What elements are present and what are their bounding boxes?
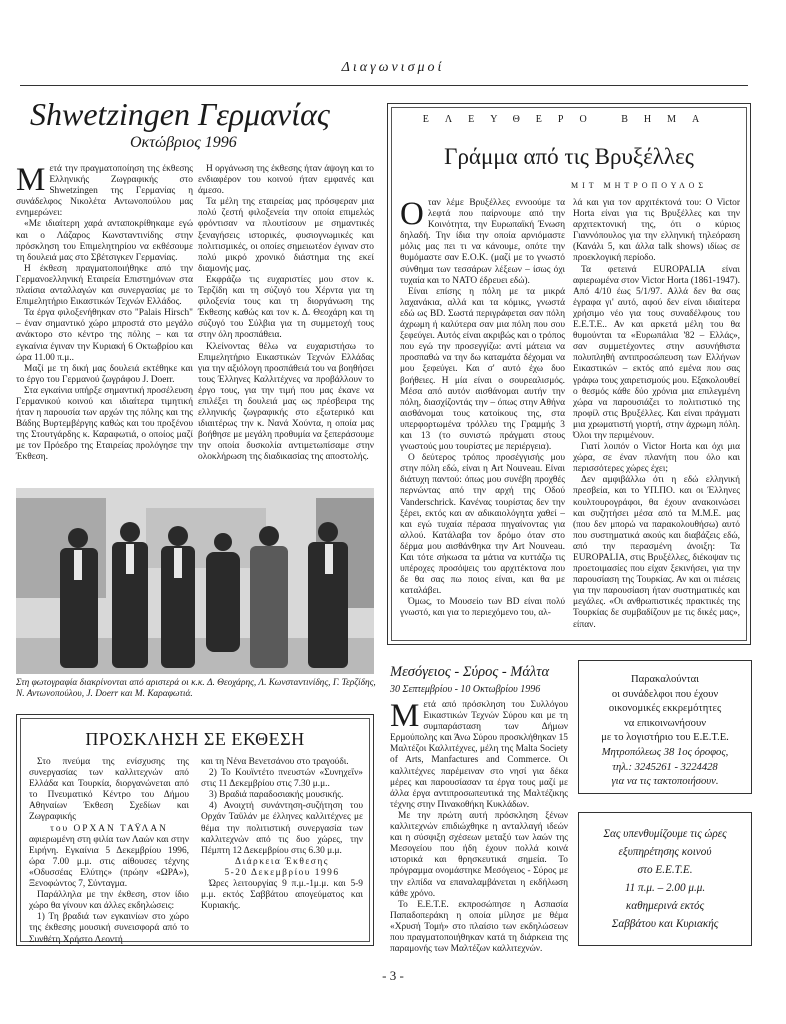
letter-title: Γράμμα από τις Βρυξέλλες: [444, 144, 694, 169]
malta-title: Μεσόγειος - Σύρος - Μάλτα: [390, 664, 550, 680]
group-photo-image: [16, 488, 374, 674]
malta-body: [390, 700, 568, 955]
paragraph: Ο δεύτερος τρόπος προσέγγισής μου στην πόλη εδώ, είναι η Art Nouveau. Είναι διάτυχη παντού: όπως μου συνέβη προχθές περνώντας από την αρχή της Οδού Vanderschrick. Κανένας τουρίστας δεν την ξέρει, εκτός και αν αδικαιολόγητα χαθεί – και εγώ τυχαία πέρασα πηγαίνοντας για αλλού. Κατάλαβα τον δρόμο όταν στο δέρμα μου αισθάνθηκα την Art Nouveau. Και τότε σήκωσα τα μάτια να κυττάζω τις υπέροχες προσόψεις του αρχιτέκτονα που δε θα σας πω ποιος είναι, και θα με καταλάβει.: [400, 453, 565, 597]
byline: ΜΙΤ ΜΗΤΡΟΠΟΥΛΟΣ: [570, 181, 708, 190]
header-divider: [20, 85, 748, 86]
paragraph: 1) Τη βραδιά των εγκαινίων στο χώρο της έκθεσης μουσική συνεισφορά από το Συνθέτη Χρήστο Λεοντή: [29, 912, 189, 945]
letter-box: [387, 103, 751, 645]
notice-line: Σας υπενθυμίζουμε τις ώρες: [603, 828, 727, 840]
payment-notice-box: [578, 660, 752, 794]
notice-line: τηλ.: 3245261 - 3224428: [612, 761, 718, 773]
photo-caption: Στη φωτογραφία διακρίνονται από αριστερά οι κ.κ. Δ. Θεοχάρης, Λ. Κωνσταντινίδης, Γ. Τερζίδης, Ν. Αντωνοπούλου, J. Doerr και Μ. Καραφωτιά.: [16, 678, 376, 699]
paragraph: Εκφράζω τις ευχαριστίες μου στον κ. Τερζίδη και τη σύζυγό του Χέρντα για τη φιλοξενία τους και τη διοργάνωση της Έκθεσης καθώς και τον κ. Δ. Θεοχάρη και τη σύζυγό του Σύλβια για τη συμμετοχή τους στην όλη προσπάθεια.: [198, 274, 374, 341]
page-number: - 3 -: [382, 968, 404, 983]
paragraph: Μαζί με τη δική μας δουλειά εκτέθηκε και το έργο του Γερμανού ζωγράφου J. Doerr.: [16, 363, 193, 385]
paragraph: ετά από πρόσκληση του Συλλόγου Εικαστικών Τεχνών Σύρου και με τη συμπαράσταση των Δήμων Ερμούπολης και Άνω Σύρου προσκλήθηκαν 15 Μαλτέζοι Καλλιτέχνες, μέλη της Malta Society of Arts, Manfactures and Commerce. Οι καλλιτέχνες παρέμειναν στο νησί για δέκα μέρες και παρουσίασαν τα έργα τους μαζί με άλλα έργα αντιπροσωπευτικά της Μαλτέζικης τέχνης στην Πινακοθήκη Κυκλάδων.: [390, 700, 568, 810]
invitation-box: [16, 714, 374, 946]
article-date: Οκτώβριος 1996: [130, 134, 237, 151]
exhibition-dates: 5-20 Δεκεμβρίου 1996: [224, 867, 340, 878]
masthead: ΕΛΕΥΘΕΡΟ ΒΗΜΑ: [422, 114, 716, 125]
notice-line: οι συνάδελφοι που έχουν: [611, 688, 719, 700]
paragraph: Με την πρώτη αυτή πρόσκληση ξένων καλλιτεχνών επιδιώχθηκε η ανταλλαγή ιδεών και η σύσφιξη σχέσεων μεταξύ των λαών της Μεσογείου που ήδη έχουν πολλά κοινά ιστορικά και θρησκευτικά σημεία. Το πρόγραμμα ονομάστηκε Μεσόγειος - Σύρος με την ελπίδα να επαναλαμβάνεται η εκδήλωση κάθε χρόνο.: [390, 810, 568, 899]
drop-cap: Μ: [390, 698, 420, 734]
paragraph: Τα μέλη της εταιρείας μας πρόσφεραν μια πολύ ζεστή φιλοξενεία την οποία επιμελώς φρόντισαν να πλουτίσουν με σημαντικές ξεναγήσεις ιστορικές, φυσιογνωμικές και πολιτισμικές, οι οποίες σημειωτέον έγιναν στο πολύ μικρό χρονικό διάστημα της εκεί διαμονής μας.: [198, 197, 374, 274]
paragraph: Το Ε.Ε.Τ.Ε. εκπροσώπησε η Ασπασία Παπαδοπεράκη η οποία μίλησε με θέμα «Χρυσή Τομή» στο πλαίσιο των εκδηλώσεων που πραγματοποιήθηκαν κατά τη διάρκεια της παραμονής των Μαλτέζων καλλιτεχνών.: [390, 899, 568, 955]
malta-date: 30 Σεπτεμβρίου - 10 Οκτωβρίου 1996: [390, 684, 541, 695]
paragraph: Στο πνεύμα της ενίσχυσης της συνεργασίας των καλλιτεχνών από Ελλάδα και Τουρκία, διοργανώνεται από το Πνευματικό Κέντρο του Δήμου Αθηναίων Έκθεση Σχεδίων και Ζωγραφικής: [29, 757, 189, 823]
notice-line: στο Ε.Ε.Τ.Ε.: [637, 864, 693, 876]
paragraph: αφιερωμένη στη φιλία των Λαών και στην Ειρήνη. Εγκαίνια 5 Δεκεμβρίου 1996, ώρα 7.00 μ.μ. στις αίθουσες τέχνης «Οδυσσέας Ελύτης» (πρώην «ΩΡΑ»), Ξενοφώντος 7, Σύνταγμα.: [29, 834, 189, 890]
paragraph: Είναι επίσης η πόλη με τα μικρά λαχανάκια, αλλά και τα κόμικς, γνωστά εδώ ως BD. Σωστά περιγράφεται σαν πόλη άχρωμη ή καλύτερα σαν μια πόλη που σου ξεφεύγει. Αυτός είναι ακριβώς και ο τρόπος που εγώ την προσεγγίζω: αντί μάτεια να προσπαθώ να την δω καταμάτα δέχομαι να μου ξεφεύγει. Και σ' αυτό έχω δυο βοήθειες. Η μία είναι ο σουρεαλισμός. Μέσα από αυτόν αισθάνομαι αυτήν την πόλη, διασχίζοντάς την – όπως στην Αθήνα αισθάνομαι τους κατοίκους της, στα υπερφορτωμένα τρόλλευ της Γραμμής 3 και 13 (το συνιστώ πράγματι στους γνωστούς μου τουρίστες με περιέργεια).: [400, 286, 565, 453]
paragraph: Η οργάνωση της έκθεσης ήταν άψογη και το ενδιαφέρον του κοινού ήταν εμφανές και άμεσο.: [198, 164, 374, 197]
invitation-column-2: [201, 757, 363, 912]
paragraph: Όμως, το Μουσείο των BD είναι πολύ γνωστό, και για το περιεχόμενο του, αλ-: [400, 597, 565, 619]
drop-cap: Μ: [16, 162, 46, 198]
notice-line: καθημερινά εκτός: [625, 900, 705, 912]
invitation-title: ΠΡΟΣΚΛΗΣΗ ΣΕ ΕΚΘΕΣΗ: [85, 729, 305, 749]
notice-line: Μητροπόλεως 38 1ος όροφος,: [601, 746, 729, 758]
section-label: Διαγωνισμοί: [341, 60, 445, 75]
paragraph: ετά την πραγματοποίηση της έκθεσης Ελληνικής Ζωγραφικής στο Shwetzingen της Γερμανίας η συνάδελφος Νικολέτα Αντωνοπούλου μας ενημερώνει:: [16, 164, 193, 219]
paragraph: λά και για τον αρχιτέκτονά του: Ο Victor Horta είναι για τις Βρυξέλλες και την αρχιτεκτονική της, ότι ο κύριος Γιαννόπουλος για την ελληνική τηλεόραση (Κανάλι 5, και άλλα talk shows) ιδίως σε προεκλογική περίοδο.: [573, 198, 740, 264]
notice-line: να επικοινωνήσουν: [623, 717, 707, 729]
notice-line: Παρακαλούνται: [631, 674, 699, 685]
letter-column-2: [573, 198, 740, 631]
paragraph: ταν λέμε Βρυξέλλες εννοούμε τα λεφτά που παίρνουμε από την Κοινότητα, την Ευρωπαϊκή Ένωση δηλαδή. Την ίδια την οποία αρνιόμαστε μόλις μας πει τι να κάνουμε, οπότε την θυμόμαστε σαν Ε.Ο.Κ. (μαζί με το γνωστό σύνθημα των τεσσάρων λέξεων – ίσως όχι τυχαία και το ΝΑΤΟ έδρευει εδώ).: [400, 198, 565, 286]
notice-line: Σαββάτου και Κυριακής: [611, 918, 719, 930]
paragraph: και τη Νένα Βενετσάνου στο τραγούδι.: [201, 757, 349, 767]
invitation-column-1: [29, 757, 189, 946]
drop-cap: Ο: [400, 196, 424, 232]
paragraph: Παράλληλα με την έκθεση, στον ίδιο χώρο θα γίνουν και άλλες εκδηλώσεις:: [29, 890, 189, 912]
office-hours-notice: [579, 825, 751, 933]
article-title: Shwetzingen Γερμανίας: [30, 96, 330, 132]
notice-line: οικονομικές εκκρεμότητες: [608, 703, 722, 715]
exhibition-duration-label: Διάρκεια Έκθεσης: [235, 856, 329, 867]
paragraph: «Με ιδιαίτερη χαρά ανταποκρίθηκαμε εγώ και ο Λάζαρος Κωνσταντινίδης στην πρόσκληση του Επιμελητηρίου να εκθέσουμε τη δουλειά μας στο Σβέτσιγκεν Γερμανίας.: [16, 219, 193, 263]
notice-line: εξυπηρέτησης κοινού: [618, 846, 712, 858]
paragraph: Η έκθεση πραγματοποιήθηκε από την Γερμανοελληνική Εταιρεία Επιστημόνων στα πλαίσια ανταλλαγών και συνεργασίας με το Επιμελητήριο Εικαστικών Τεχνών Ελλάδος.: [16, 263, 193, 308]
opening-hours: Ώρες λειτουργίας 9 π.μ.-1μ.μ. και 5-9 μ.μ. εκτός Σαββάτου απογεύματος και Κυριακής.: [201, 879, 363, 912]
office-hours-box: [578, 812, 752, 946]
notice-line: 11 π.μ. – 2.00 μ.μ.: [624, 882, 706, 894]
paragraph: 3) Βραδιά παραδοσιακής μουσικής.: [209, 790, 344, 801]
paragraph: 4) Ανοιχτή συνάντηση-συζήτηση του Ορχάν Ταϋλάν με έλληνες καλλιτέχνες με θέμα την πολιτιστική συνεργασία των καλλιτεχνών από τις δυο χώρες, την Πέμπτη 12 Δεκεμβρίου στις 6.30 μ.μ.: [201, 801, 363, 856]
letter-column-1: [400, 198, 565, 620]
paragraph: Τα έργα φιλοξενήθηκαν στο "Palais Hirsch" – έναν σημαντικό χώρο μπροστά στο μεγάλο ανάκτορο στο κέντρο της πόλης – και τα εγκαίνια έγιναν την Κυριακή 6 Οκτωβρίου και ώρα 11.00 π.μ..: [16, 308, 193, 363]
payment-notice: [579, 673, 751, 790]
group-photo: [16, 488, 374, 674]
paragraph: Δεν αμφιβάλλω ότι η εδώ ελληνική πρεσβεία, και το ΥΠ.ΠΟ. και οι Έλληνες κουλτουρογράφοι, θα έχουν ανακοινώσει και συζητήσει μέσα από τα Μ.Μ.Ε. μας (που δεν μπορώ να παρακολουθήσω) αυτό που συστηματικά ακούς και διαβάζεις εδώ, από την περασμένη άνοιξη: Τα EUROPALIA, στις Βρυξέλλες, διέκοψαν τις προετοιμασίες που είχαν ξεκινήσει, για την παρουσίαση της Τουρκίας. Αν και οι πιέσεις για την παρουσίαση ήταν συστηματικές και μεγάλες. «Οι ανθρωπιστικές πρακτικές της Τουρκίας δε συμβαδίζουν με τις δικές μας», είπαν.: [573, 475, 740, 630]
article-column-1: [16, 164, 193, 464]
notice-line: για να τις τακτοποιήσουν.: [611, 776, 719, 788]
paragraph: Γιατί λοιπόν ο Victor Horta και όχι μια χώρα, σε έναν πλανήτη που όλο και περισσότερες χώρες έχει;: [573, 442, 740, 475]
paragraph: Κλείνοντας θέλω να ευχαριστήσω το Επιμελητήριο Εικαστικών Τεχνών Ελλάδας για την αξιόλογη προσπάθειά του να βοηθήσει τους Έλληνες Καλλιτέχνες να προβάλλουν το έργο τους, για την τιμή που μας έκανε να επιλέξει τη δουλειά μας ως πρέσβειρα της ελληνικής ζωγραφικής στο εξωτερικό και ιδιαιτέρως την κ. Νανά Χούντα, η οποία μας βοήθησε με μεγάλη προθυμία να ξεπεράσουμε την οποία δυσκολία αντιμετωπίσαμε στην ολοκλήρωση της διαδικασίας της αποστολής.: [198, 341, 374, 463]
notice-line: με το λογιστήριο του Ε.Ε.Τ.Ε.: [601, 732, 729, 744]
artist-name: του ΟΡΧΑΝ ΤΑΫΛΑΝ: [50, 823, 168, 834]
paragraph: Τα φετεινά EUROPALIA είναι αφιερωμένα στον Victor Horta (1861-1947). Από 4/10 έως 5/1/97. Αλλά δεν θα σας έγραφα γι' αυτό, αφού δεν είναι ιδιαίτερα χρήσιμο νέο για τους συναδέλφους του Ε.Ε.Τ.Ε.. Αν και αρκετά μέλη του θα θυμούνται τα «Ευρωπάλια '82 – Ελλάς», σαν συμμετέχοντες στην ασυνήθιστα πολυπληθή αντιπροσώπευση των Ελλήνων Εικαστικών – εκτός από εμένα που σας γράφω τους χαιρετισμούς μου. Εξακολουθεί ο θεσμός κάθε δύο χρόνια μια επιλεγμένη χώρα να παρουσιάζει το πολιτιστικό της προφίλ στις Βρυξέλλες. Και είναι πράγματι μια χρωματιστή γιορτή, στην άχρωμη πόλη. Όλοι την περιμένουν.: [573, 264, 740, 441]
paragraph: Στα εγκαίνια υπήρξε σημαντική προσέλευση Γερμανικού κοινού και ιδιαίτερα τιμητική ήταν η παρουσία των αρχών της πόλης και της Βάδης Βυρτεμβέργης καθώς και του προξένου της Στουτγάρδης κ. Καραφωτιά, ο οποίος μαζί με τον Πρόεδρο της Εταιρείας προλόγησε την Έκθεση.: [16, 385, 193, 463]
article-column-2: [198, 164, 374, 464]
paragraph: 2) Το Κουϊντέτο πνευστών «Συνηχεΐν» στις 11 Δεκεμβρίου στις 7.30 μ.μ..: [201, 768, 363, 790]
